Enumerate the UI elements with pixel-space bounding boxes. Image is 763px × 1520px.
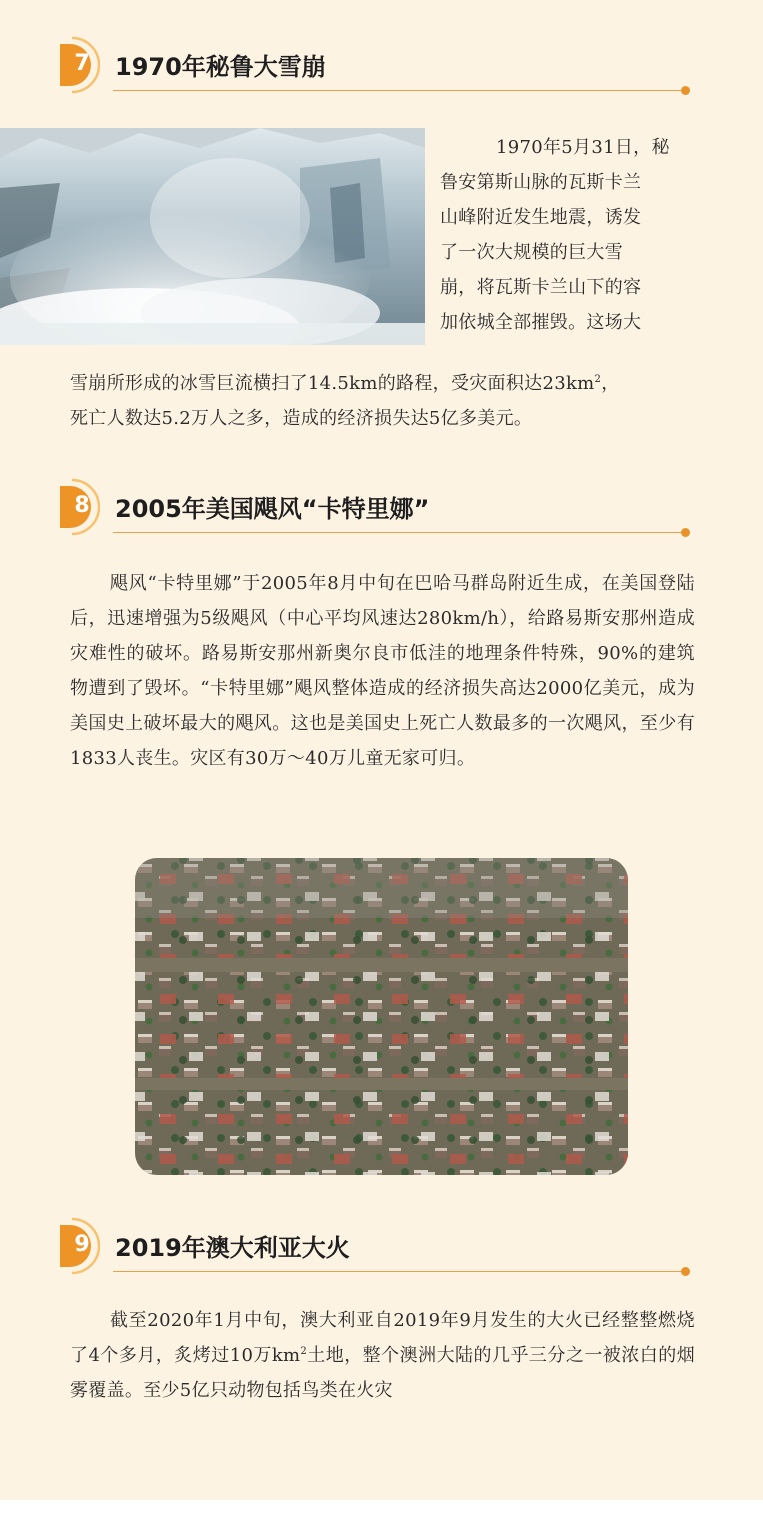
section-number: 8 — [74, 493, 90, 518]
divider-dot — [681, 86, 690, 95]
divider-dot — [681, 1267, 690, 1276]
section-9-header — [0, 1216, 700, 1276]
avalanche-photo — [0, 128, 425, 345]
page-bottom-strip — [0, 1500, 763, 1520]
text-line — [70, 366, 695, 401]
section-title: 2019年澳大利亚大火 — [115, 1234, 350, 1262]
superscript: 2 — [594, 374, 602, 385]
section-title: 1970年秘鲁大雪崩 — [115, 53, 326, 81]
text-line: 崩，将瓦斯卡兰山下的容 — [440, 277, 642, 298]
section-divider — [113, 1271, 683, 1272]
section-8-header — [0, 477, 700, 537]
text-line: 山峰附近发生地震，诱发 — [440, 207, 642, 228]
text-line: 1970年5月31日，秘 — [496, 137, 670, 158]
superscript: 2 — [300, 1346, 308, 1357]
section-7-paragraph-full — [70, 366, 695, 436]
flood-aerial-photo — [135, 858, 628, 1175]
text-span: 雪崩所形成的冰雪巨流横扫了14.5km的路程，受灾面积达23km — [70, 373, 595, 394]
text-span: ， — [601, 373, 620, 394]
text-line: 了一次大规模的巨大雪 — [440, 242, 623, 263]
section-7-paragraph-wrap — [440, 130, 692, 340]
section-divider — [113, 90, 683, 91]
section-7-header — [0, 35, 700, 95]
section-number: 9 — [74, 1232, 90, 1257]
section-number: 7 — [74, 51, 90, 76]
section-9-paragraph — [70, 1303, 695, 1408]
text-span: 截至2020年1月中旬，澳大利亚自2019年9月发生的大火已经整整燃烧了4个多月，炙烤过10万km — [70, 1310, 695, 1366]
section-8-paragraph: 飓风“卡特里娜”于2005年8月中旬在巴哈马群岛附近生成，在美国登陆后，迅速增强为5级飓风（中心平均风速达280km/h），给路易斯安那州造成灾难性的破坏。路易斯安那州新奥尔良市低洼的地理条件特殊，90%的建筑物遭到了毁坏。“卡特里娜”飓风整体造成的经济损失高达2000亿美元，成为美国史上破坏最大的飓风。这也是美国史上死亡人数最多的一次飓风，至少有1833人丧生。灾区有30万～40万儿童无家可归。 — [70, 573, 695, 769]
divider-dot — [681, 528, 690, 537]
section-divider — [113, 532, 683, 533]
text-span: 土地，整个澳洲大陆的几乎三分之一被浓白的烟雾覆盖。至少5亿只动物包括鸟类在火灾 — [70, 1345, 695, 1401]
text-line: 加依城全部摧毁。这场大 — [440, 312, 642, 333]
text-line: 鲁安第斯山脉的瓦斯卡兰 — [440, 172, 642, 193]
text-line: 死亡人数达5.2万人之多，造成的经济损失达5亿多美元。 — [70, 408, 533, 429]
section-title: 2005年美国飓风“卡特里娜” — [115, 495, 430, 523]
